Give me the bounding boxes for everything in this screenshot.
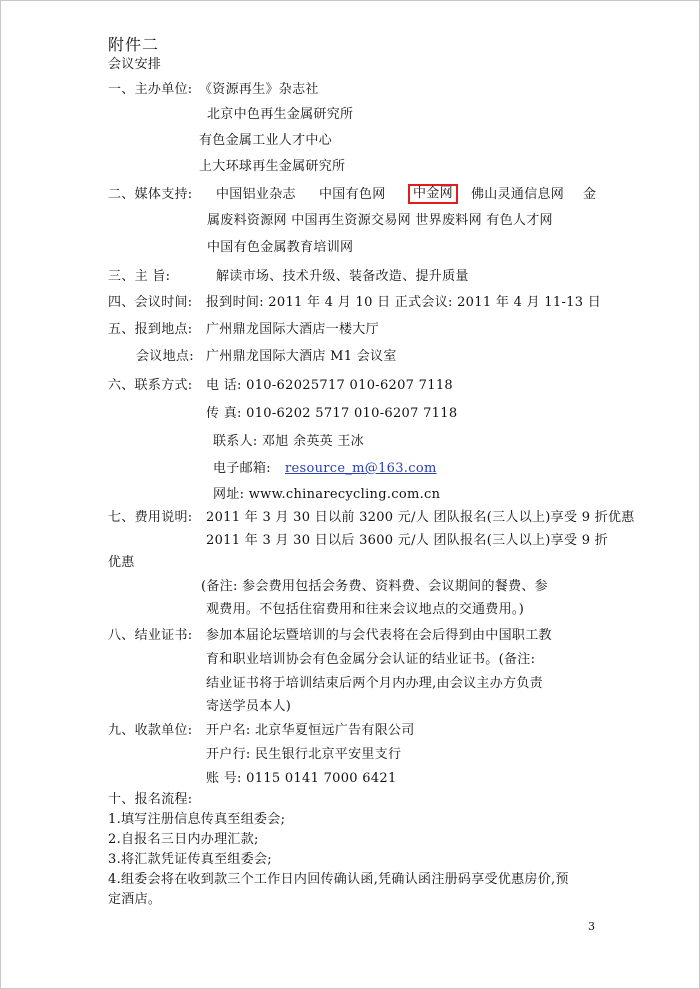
media-line-3: 中国有色金属教育培训网 xyxy=(207,240,354,255)
fee-note-2: 观费用。不包括住宿费用和往来会议地点的交通费用。) xyxy=(206,602,525,617)
payee-bank: 开户行: 民生银行北京平安里支行 xyxy=(206,747,402,762)
fee-label: 七、费用说明: xyxy=(108,510,193,525)
certificate-line-4: 寄送学员本人) xyxy=(206,699,292,714)
meeting-time-text: 报到时间: 2011 年 4 月 10 日 正式会议: 2011 年 4 月 11-13 日 xyxy=(206,295,602,310)
payee-account: 账 号: 0115 0141 7000 6421 xyxy=(206,771,397,786)
contact-label: 六、联系方式: xyxy=(108,378,193,393)
registration-step-3: 3.将汇款凭证传真至组委会; xyxy=(108,852,272,867)
media-label: 二、媒体支持: xyxy=(108,187,193,202)
media-4-start: 金 xyxy=(583,187,597,202)
venue-place: 广州鼎龙国际大酒店 M1 会议室 xyxy=(206,349,397,364)
email-label: 电子邮箱: xyxy=(213,461,271,476)
certificate-line-1: 参加本届论坛暨培训的与会代表将在会后得到由中国职工教 xyxy=(206,628,552,643)
fee-note-1: (备注: 参会费用包括会务费、资料费、会议期间的餐费、参 xyxy=(201,579,548,594)
fee-line-1: 2011 年 3 月 30 日以前 3200 元/人 团队报名(三人以上)享受 9 折优惠 xyxy=(206,510,635,525)
email-link[interactable]: resource_m@163.com xyxy=(285,461,437,476)
venue-label: 会议地点: xyxy=(136,349,194,364)
page-number: 3 xyxy=(588,920,596,933)
registration-step-2: 2.自报名三日内办理汇款; xyxy=(108,832,259,847)
media-2: 中国有色网 xyxy=(319,187,386,202)
payee-section-label: 九、收款单位: xyxy=(108,723,193,738)
organizer-3: 有色金属工业人才中心 xyxy=(199,133,333,148)
registration-step-4: 4.组委会将在收到款三个工作日内回传确认函,凭确认函注册码享受优惠房价,预 xyxy=(108,872,569,887)
contact-fax: 传 真: 010-6202 5717 010-6207 7118 xyxy=(206,406,458,421)
media-3: 佛山灵通信息网 xyxy=(471,187,565,202)
contact-persons: 联系人: 邓旭 余英英 王冰 xyxy=(213,434,364,449)
website: 网址: www.chinarecycling.com.cn xyxy=(213,487,441,502)
registration-step-1: 1.填写注册信息传真至组委会; xyxy=(108,812,286,827)
meeting-time-label: 四、会议时间: xyxy=(108,295,193,310)
media-line-2: 属废料资源网 中国再生资源交易网 世界废料网 有色人才网 xyxy=(207,213,553,228)
checkin-place: 广州鼎龙国际大酒店一楼大厅 xyxy=(206,322,379,337)
organizer-4: 上大环球再生金属研究所 xyxy=(199,159,346,174)
fee-line-2: 2011 年 3 月 30 日以后 3600 元/人 团队报名(三人以上)享受 9 折 xyxy=(206,533,608,548)
registration-label: 十、报名流程: xyxy=(108,792,193,807)
certificate-line-2: 育和职业培训协会有色金属分会认证的结业证书。(备注: xyxy=(206,652,536,667)
organizer-1: 《资源再生》杂志社 xyxy=(199,82,319,97)
contact-phone: 电 话: 010-62025717 010-6207 7118 xyxy=(206,378,453,393)
highlighted-media-name: 中金网 xyxy=(408,184,458,204)
organizer-2: 北京中色再生金属研究所 xyxy=(207,107,354,122)
certificate-label: 八、结业证书: xyxy=(108,628,193,643)
media-1: 中国铝业杂志 xyxy=(216,187,296,202)
certificate-line-3: 结业证书将于培训结束后两个月内办理,由会议主办方负责 xyxy=(206,676,543,691)
fee-line-3: 优惠 xyxy=(108,555,135,570)
theme-label: 三、主 旨: xyxy=(108,269,171,284)
checkin-label: 五、报到地点: xyxy=(108,322,193,337)
organizer-label: 一、主办单位: xyxy=(108,82,193,97)
registration-step-4-cont: 定酒店。 xyxy=(108,892,162,907)
attachment-title: 附件二 xyxy=(108,35,160,54)
media-highlight xyxy=(408,184,458,204)
section-heading: 会议安排 xyxy=(108,57,162,72)
theme-text: 解读市场、技术升级、装备改造、提升质量 xyxy=(216,269,469,284)
payee-name: 开户名: 北京华夏恒远广告有限公司 xyxy=(206,723,415,738)
